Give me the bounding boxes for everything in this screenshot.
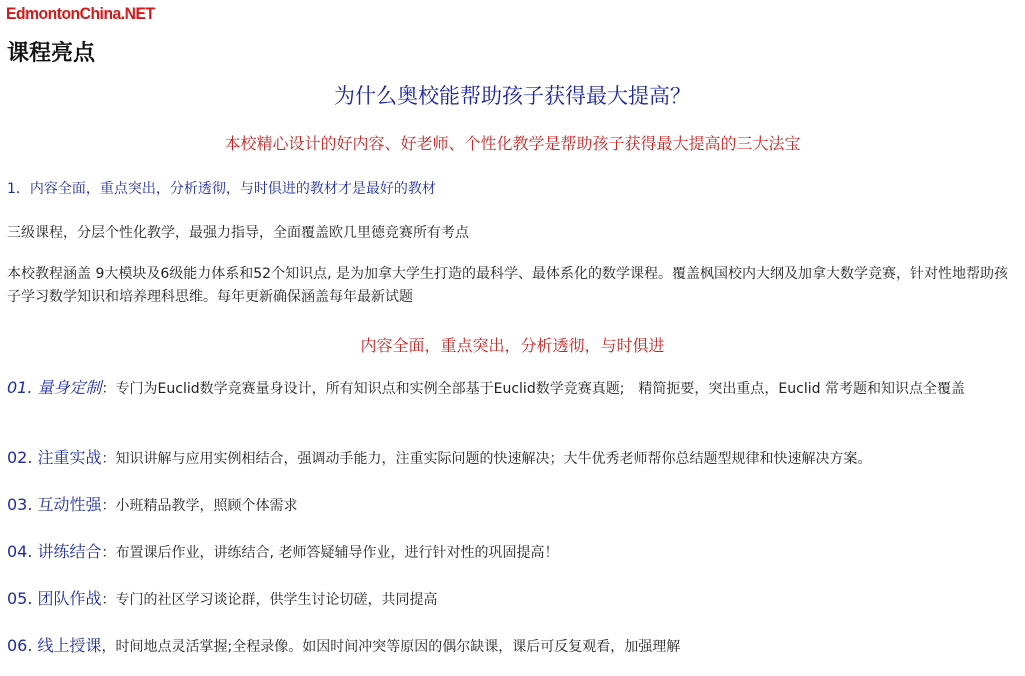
- feature-item: [7, 634, 1015, 659]
- point-2: 三级课程，分层个性化教学，最强力指导，全面覆盖欧几里德竞赛所有考点: [7, 225, 469, 241]
- feature-text: ：知识讲解与应用实例相结合，强调动手能力，注重实际问题的快速解决；大牛优秀老师帮你总结题型规律和快速解决方案。: [101, 451, 872, 467]
- feature-label: 02. 注重实战: [7, 448, 102, 467]
- feature-text: ：专门的社区学习谈论群，供学生讨论切磋，共同提高: [101, 592, 438, 608]
- feature-item: [7, 587, 1015, 612]
- point-3: 本校教程涵盖 9大模块及6级能力体系和52个知识点, 是为加拿大学生打造的最科学、最体系化的数学课程。覆盖枫国校内大纲及加拿大数学竞赛，针对性地帮助孩子学习数学知识和培养理科思维。每年更新确保涵盖每年最新试题: [7, 266, 1008, 305]
- feature-text: ：布置课后作业，讲练结合, 老师答疑辅导作业，进行针对性的巩固提高！: [101, 545, 559, 561]
- feature-label: 03. 互动性强: [7, 495, 102, 514]
- feature-text: ：专门为Euclid数学竞赛量身设计，所有知识点和实例全部基于Euclid数学竞赛真题; 精简扼要，突出重点，Euclid 常考题和知识点全覆盖: [101, 381, 965, 397]
- subheadline: 本校精心设计的好内容、好老师、个性化教学是帮助孩子获得最大提高的三大法宝: [224, 134, 801, 153]
- headline: 为什么奥校能帮助孩子获得最大提高？: [334, 84, 691, 108]
- feature-label: 01. 量身定制: [7, 378, 102, 397]
- feature-item: [7, 540, 1015, 565]
- feature-item: [7, 446, 1015, 471]
- feature-label: 05. 团队作战: [7, 589, 102, 608]
- point-1: 1．内容全面，重点突出，分析透彻，与时俱进的教材才是最好的教材: [7, 181, 436, 197]
- feature-text: ：小班精品教学，照顾个体需求: [101, 498, 298, 514]
- feature-label: 06. 线上授课: [7, 636, 102, 655]
- feature-text: ，时间地点灵活掌握;全程录像。如因时间冲突等原因的偶尔缺课，课后可反复观看，加强理解: [101, 639, 681, 655]
- feature-item: [7, 376, 1015, 401]
- page-title: 课程亮点: [7, 41, 96, 66]
- feature-item: [7, 493, 1015, 518]
- section-heading: 内容全面，重点突出，分析透彻，与时俱进: [360, 336, 665, 355]
- feature-label: 04. 讲练结合: [7, 542, 102, 561]
- site-logo[interactable]: EdmontonChina.NET: [6, 4, 155, 23]
